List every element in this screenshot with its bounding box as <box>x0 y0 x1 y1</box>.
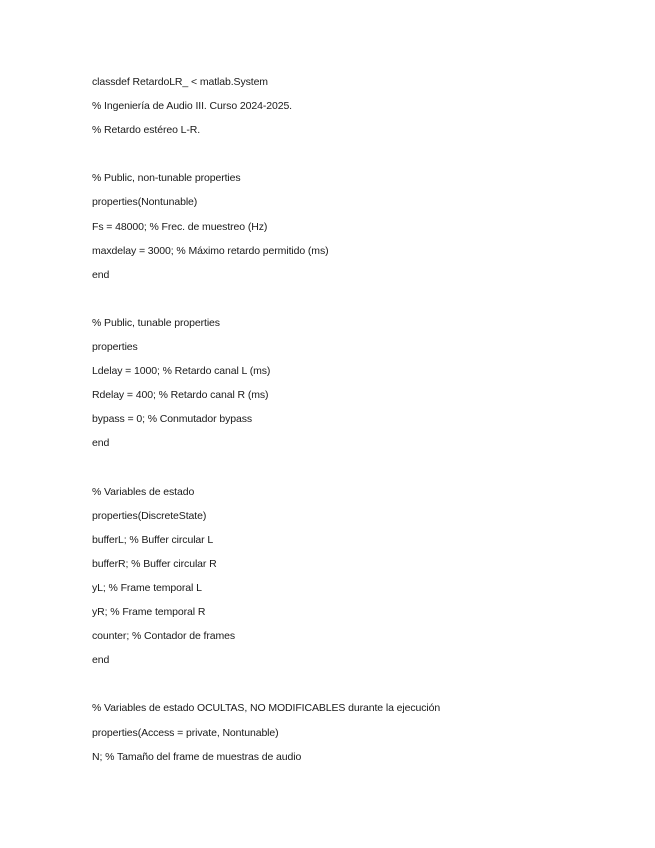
code-line: % Variables de estado <box>92 485 195 498</box>
code-line: yL; % Frame temporal L <box>92 581 202 594</box>
blank-line <box>92 293 612 305</box>
code-line: maxdelay = 3000; % Máximo retardo permitido (ms) <box>92 244 329 257</box>
code-line: bypass = 0; % Conmutador bypass <box>92 413 253 426</box>
code-line: classdef RetardoLR_ < matlab.System <box>92 76 268 88</box>
code-line: Rdelay = 400; % Retardo canal R (ms) <box>92 389 269 402</box>
code-line: Fs = 48000; % Frec. de muestreo (Hz) <box>92 220 268 233</box>
code-line: counter; % Contador de frames <box>92 630 236 643</box>
code-line: bufferL; % Buffer circular L <box>92 533 214 546</box>
code-listing <box>92 76 612 775</box>
code-line: yR; % Frame temporal R <box>92 606 206 619</box>
code-line: properties <box>92 341 138 354</box>
code-line: properties(Access = private, Nontunable) <box>92 726 279 739</box>
code-line: end <box>92 437 110 450</box>
code-line: % Public, non-tunable properties <box>92 172 241 185</box>
code-line: % Variables de estado OCULTAS, NO MODIFICABLES durante la ejecución <box>92 702 441 715</box>
code-line: % Public, tunable properties <box>92 316 220 329</box>
code-line: N; % Tamaño del frame de muestras de audio <box>92 750 302 763</box>
code-line: Ldelay = 1000; % Retardo canal L (ms) <box>92 365 271 378</box>
code-line: properties(DiscreteState) <box>92 509 207 522</box>
code-line: bufferR; % Buffer circular R <box>92 557 217 570</box>
code-line: end <box>92 268 110 281</box>
blank-line <box>92 462 612 474</box>
code-line: % Ingeniería de Audio III. Curso 2024-2025. <box>92 100 293 113</box>
blank-line <box>92 148 612 160</box>
code-line: % Retardo estéreo L-R. <box>92 124 201 137</box>
code-line: end <box>92 654 110 667</box>
code-line: properties(Nontunable) <box>92 196 198 209</box>
blank-line <box>92 678 612 690</box>
